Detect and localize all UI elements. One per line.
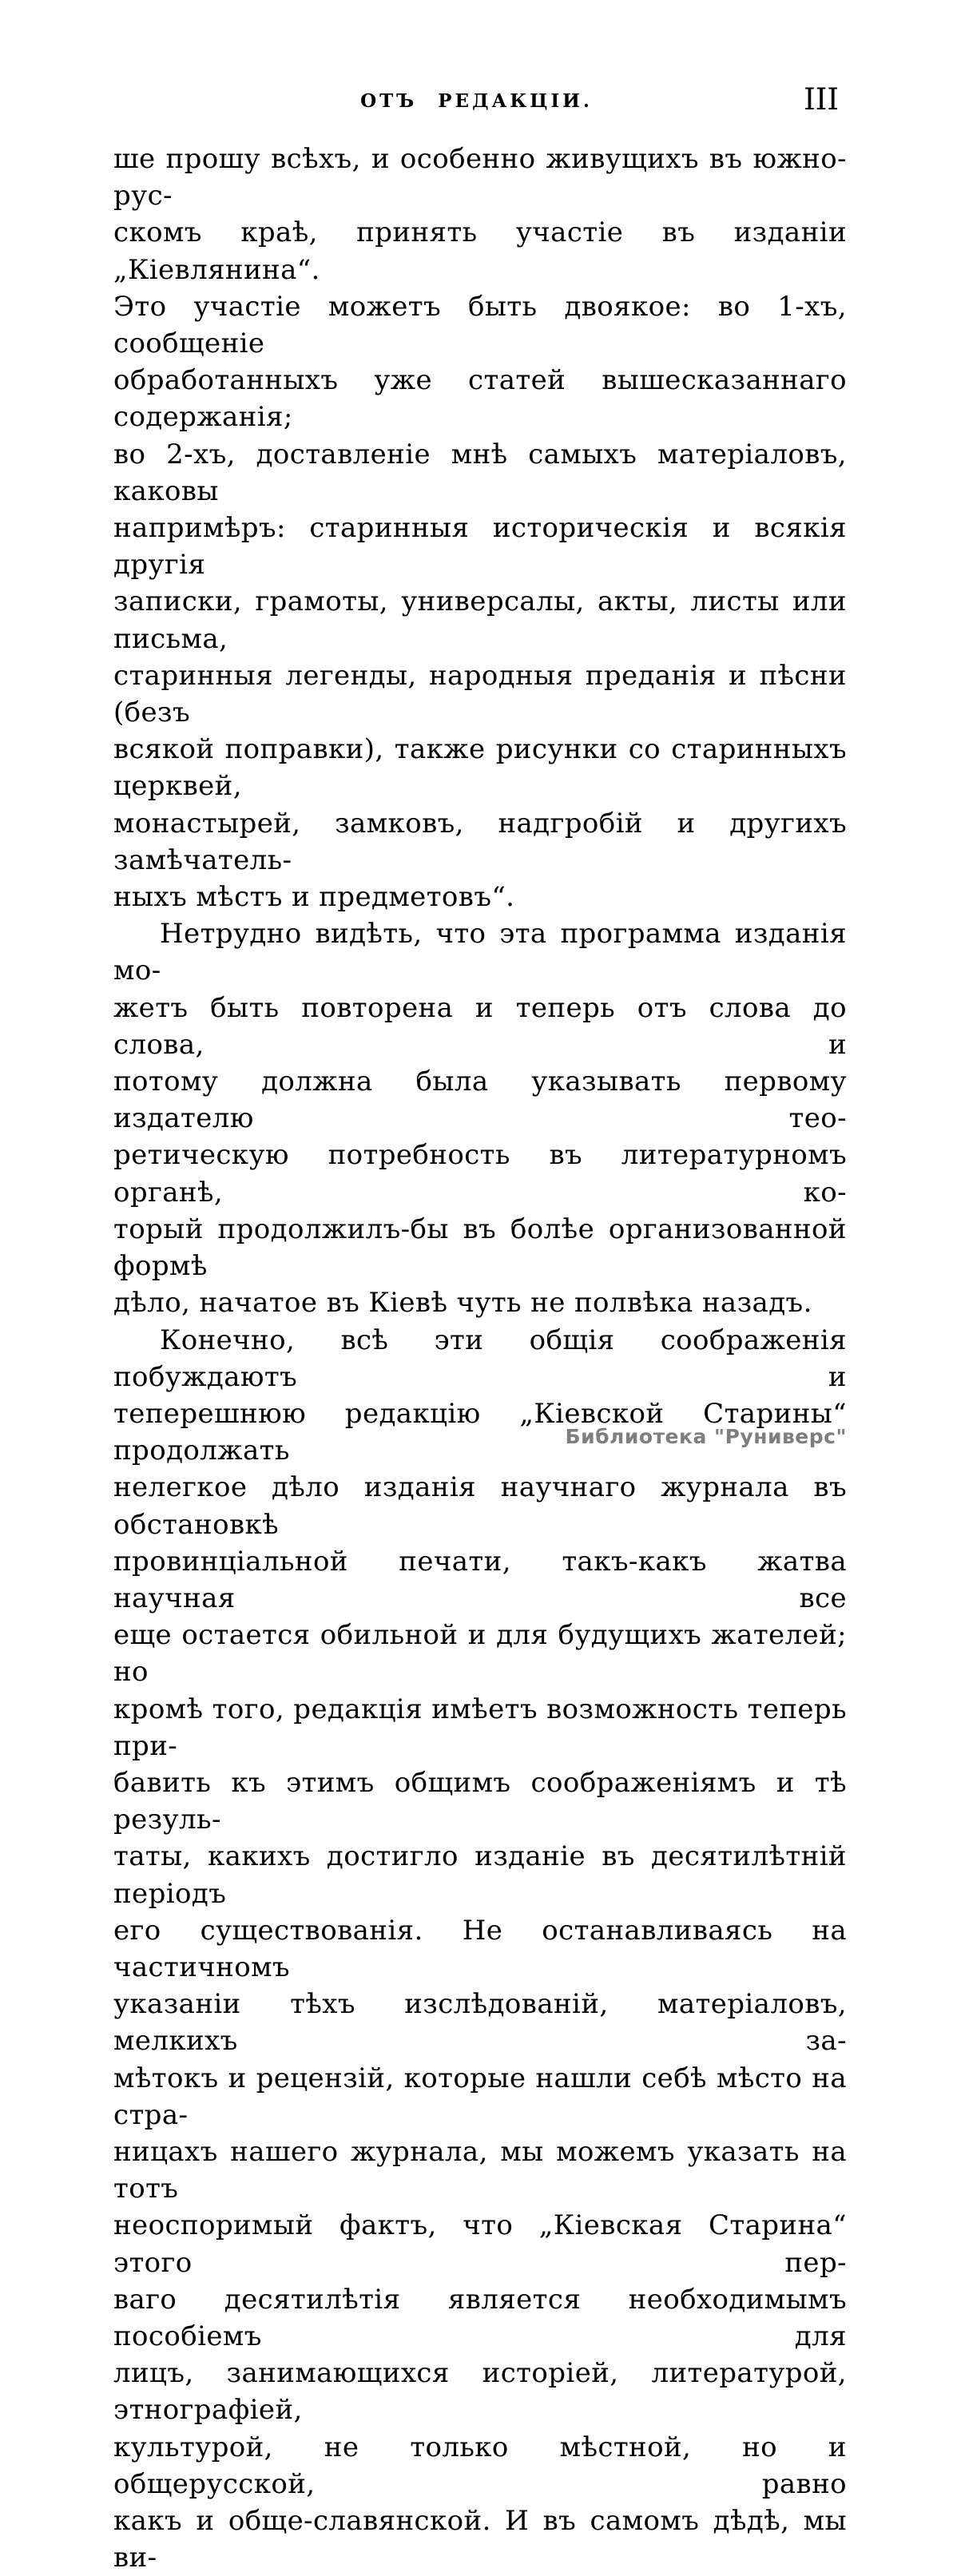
library-watermark: Библиотека "Руниверс" (565, 1425, 847, 1448)
text-line: всякой поправки), также рисунки со старинныхъ церквей, (113, 733, 847, 803)
text-line: ретическую потребность въ литературномъ органѣ, ко- (113, 1139, 847, 1209)
text-line: ваго десятилѣтія является необходимымъ пособіемъ для (113, 2283, 847, 2352)
text-line: нелегкое дѣло изданія научнаго журнала въ обстановкѣ (113, 1471, 847, 1541)
page-body (113, 141, 847, 2576)
text-line: лицъ, занимающихся исторіей, литературой, этнографіей, (113, 2357, 847, 2427)
running-title: ОТЪ РЕДАКЦІИ. (360, 90, 593, 112)
text-line: указаніи тѣхъ изслѣдованій, матеріаловъ, мелкихъ за- (113, 1988, 847, 2058)
text-line: обработанныхъ уже статей вышесказаннаго содержанія; (113, 364, 847, 434)
text-line: скомъ краѣ, принять участіе въ изданіи „Кіевлянина“. (113, 216, 847, 286)
page-footer (0, 1425, 953, 1457)
text-line: Нетрудно видѣть, что эта программа изданія мо- (113, 918, 847, 987)
text-line: культурой, не только мѣстной, но и общерусской, равно (113, 2431, 847, 2500)
text-line: таты, какихъ достигло изданіе въ десятилѣтній періодъ (113, 1840, 847, 1910)
text-line: ницахъ нашего журнала, мы можемъ указать на тотъ (113, 2135, 847, 2205)
text-line: Конечно, всѣ эти общія соображенія побуждаютъ и (113, 1324, 847, 1393)
text-line: ше прошу всѣхъ, и особенно живущихъ въ южно-рус- (113, 143, 847, 212)
text-line: дѣло, начатое въ Кіевѣ чуть не полвѣка назадъ. (113, 1287, 812, 1320)
text-line: его существованія. Не останавливаясь на частичномъ (113, 1914, 847, 1983)
text-line: неоспоримый фактъ, что „Кіевская Старина“ этого пер- (113, 2209, 847, 2279)
text-line: потому должна была указывать первому издателю тео- (113, 1066, 847, 1135)
page-number: III (804, 82, 839, 117)
text-line: торый продолжилъ-бы въ болѣе организованной формѣ (113, 1213, 847, 1283)
text-line: старинныя легенды, народныя преданія и пѣсни (безъ (113, 659, 847, 729)
text-line: жетъ быть повторена и теперь отъ слова до слова, и (113, 991, 847, 1061)
text-line: во 2-хъ, доставленіе мнѣ самыхъ матеріаловъ, каковы (113, 438, 847, 507)
text-line: записки, грамоты, универсалы, акты, листы или письма, (113, 585, 847, 655)
text-line: еще остается обильной и для будущихъ жателей; но (113, 1619, 847, 1689)
text-line: монастырей, замковъ, надгробій и другихъ замѣчатель- (113, 807, 847, 876)
text-line: мѣтокъ и рецензій, которые нашли себѣ мѣсто на стра- (113, 2062, 847, 2131)
text-line: какъ и обще-славянской. И въ самомъ дѣдѣ, мы ви- (113, 2505, 847, 2574)
text-line: бавить къ этимъ общимъ соображеніямъ и тѣ резуль- (113, 1766, 847, 1836)
text-line: провинціальной печати, такъ-какъ жатва научная все (113, 1545, 847, 1614)
text-line: Это участіе можетъ быть двоякое: во 1-хъ, сообщеніе (113, 290, 847, 360)
text-line: кромѣ того, редакція имѣетъ возможность теперь при- (113, 1693, 847, 1762)
text-line: теперешнюю редакцію „Кіевской Старины“ продолжать (113, 1397, 847, 1467)
page-header (0, 82, 953, 117)
text-line: напримѣръ: старинныя историческія и всякія другія (113, 512, 847, 581)
text-line: ныхъ мѣстъ и предметовъ“. (113, 881, 515, 914)
